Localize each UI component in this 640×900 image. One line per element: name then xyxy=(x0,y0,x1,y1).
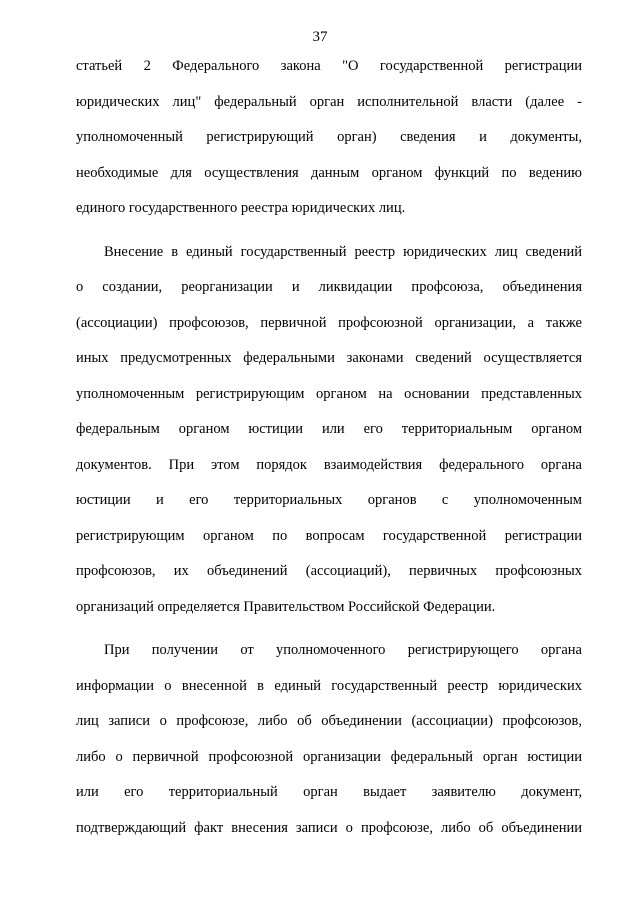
text-line: профсоюзов, их объединений (ассоциаций), первичных профсоюзных xyxy=(76,563,582,579)
text-line: федеральным органом юстиции или его территориальным органом xyxy=(76,421,582,437)
text-line: информации о внесенной в единый государственный реестр юридических xyxy=(76,677,582,694)
text-line: статьей 2 Федерального закона "О государственной регистрации xyxy=(76,58,582,74)
text-line: регистрирующим органом по вопросам государственной регистрации xyxy=(76,527,582,544)
text-line: документов. При этом порядок взаимодействия федерального органа xyxy=(76,456,582,473)
paragraph-1 xyxy=(76,49,582,227)
text-line: лиц записи о профсоюзе, либо об объединении (ассоциации) профсоюзов, xyxy=(76,713,582,729)
text-line: (ассоциации) профсоюзов, первичной профсоюзной организации, а также xyxy=(76,314,582,331)
page-number: 37 xyxy=(312,29,328,45)
text-line: юстиции и его территориальных органов с уполномоченным xyxy=(76,492,582,508)
paragraph-2 xyxy=(76,235,582,626)
text-line: подтверждающий факт внесения записи о профсоюзе, либо об объединении xyxy=(76,819,582,836)
text-line: необходимые для осуществления данным органом функций по ведению xyxy=(76,164,582,181)
text-line: либо о первичной профсоюзной организации федеральный орган юстиции xyxy=(76,748,582,765)
text-line: уполномоченным регистрирующим органом на основании представленных xyxy=(76,385,582,402)
text-line: или его территориальный орган выдает заявителю документ, xyxy=(76,784,582,800)
text-line: юридических лиц" федеральный орган исполнительной власти (далее - xyxy=(76,93,582,110)
text-line: При получении от уполномоченного регистрирующего органа xyxy=(104,642,582,658)
text-line: иных предусмотренных федеральными законами сведений осуществляется xyxy=(76,350,582,366)
document-body xyxy=(76,49,582,846)
paragraph-3 xyxy=(76,633,582,846)
text-line: Внесение в единый государственный реестр юридических лиц сведений xyxy=(104,243,582,260)
text-line: организаций определяется Правительством Российской Федерации. xyxy=(76,598,496,615)
text-line: о создании, реорганизации и ликвидации профсоюза, объединения xyxy=(76,279,582,295)
text-line: уполномоченный регистрирующий орган) сведения и документы, xyxy=(76,129,582,145)
text-line: единого государственного реестра юридических лиц. xyxy=(76,200,406,216)
